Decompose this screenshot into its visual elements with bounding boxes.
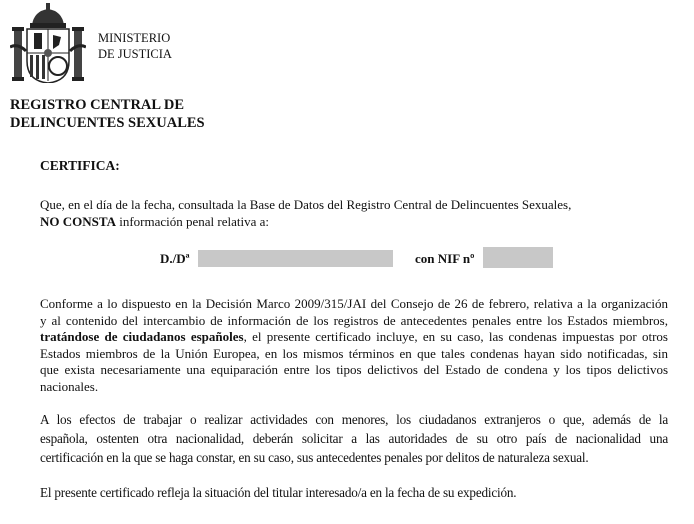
intro-line-2: [40, 214, 668, 230]
legal-line-2: y al contenido del intercambio de información de los registros de antecedentes penales entre los Estados miembros,: [40, 312, 668, 328]
registry-title-line2: DELINCUENTES SEXUALES: [10, 115, 205, 131]
foreign-line-3: certificación en la que se haga constar, en su caso, sus antecedentes penales por delitos de naturaleza sexual.: [40, 450, 589, 465]
nif-redacted-field: [483, 247, 553, 268]
legal-line-3: [40, 329, 668, 345]
registry-title-line1: REGISTRO CENTRAL DE: [10, 97, 185, 113]
intro-line-1: Que, en el día de la fecha, consultada la Base de Datos del Registro Central de Delincuentes Sexuales,: [40, 197, 572, 212]
nif-label: con NIF nº: [415, 251, 475, 266]
no-consta-text: NO CONSTA: [40, 214, 116, 229]
foreign-line-1: A los efectos de trabajar o realizar actividades con menores, los ciudadanos extranjeros o que, además de la: [40, 412, 668, 427]
legal-line-1: Conforme a lo dispuesto en la Decisión Marco 2009/315/JAI del Consejo de 26 de febrero, relativa a la organización: [40, 296, 668, 311]
name-redacted-field: [198, 250, 393, 267]
ministry-name-line1: MINISTERIO: [98, 31, 171, 45]
foreign-line-2: española, ostenten otra nacionalidad, deberán solicitar a las autoridades de su otro país de nacionalidad una: [40, 431, 668, 446]
legal-line-6: nacionales.: [40, 378, 99, 394]
legal-line-4: Estados miembros de la Unión Europea, en los mismos términos en que tales condenas hayan sido notificadas, sin: [40, 345, 668, 361]
closing-statement: El presente certificado refleja la situación del titular interesado/a en la fecha de su expedición.: [40, 485, 517, 500]
certifica-heading: CERTIFICA:: [40, 158, 120, 173]
coat-of-arms-logo: [10, 3, 86, 83]
name-label: D./Dª: [160, 251, 190, 266]
legal-line-3-rest: , el presente certificado incluye, en su caso, las condenas impuestas por otros: [243, 329, 668, 344]
legal-line-5: que exista necesariamente una equiparación entre los tipos delictivos del Estado de condena y los tipos delictivos: [40, 362, 668, 377]
intro-line-2-rest: información penal relativa a:: [115, 214, 270, 229]
spanish-citizens-text: tratándose de ciudadanos españoles: [40, 329, 244, 344]
ministry-name-line2: DE JUSTICIA: [98, 47, 172, 61]
